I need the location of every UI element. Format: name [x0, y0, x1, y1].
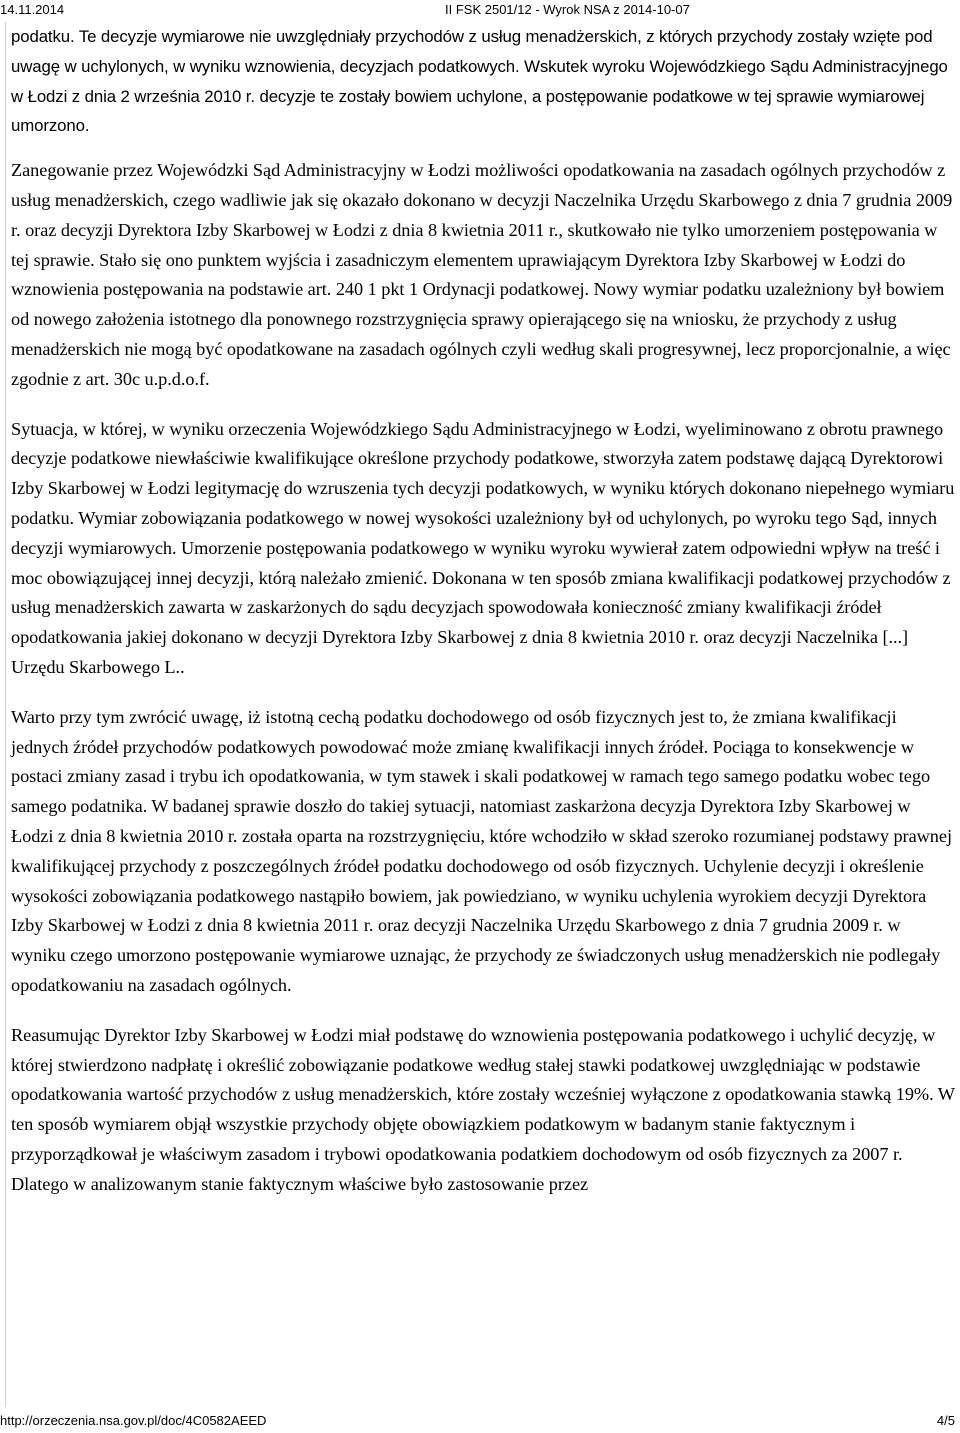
paragraph: Zanegowanie przez Wojewódzki Sąd Administracyjny w Łodzi możliwości opodatkowania na zasadach ogólnych przychodów z usług menadżerskich, czego wadliwie jak się okazało dokonano w decyzji Naczelnika Urzędu Skarbowego z dnia 7 grudnia 2009 r. oraz decyzji Dyrektora Izby Skarbowej w Łodzi z dnia 8 kwietnia 2011 r., skutkowało nie tylko umorzeniem postępowania w tej sprawie. Stało się ono punktem wyjścia i zasadniczym elementem uprawiającym Dyrektora Izby Skarbowej w Łodzi do wznowienia postępowania na podstawie art. 240 1 pkt 1 Ordynacji podatkowej. Nowy wymiar podatku uzależniony był bowiem od nowego założenia istotnego dla ponownego rozstrzygnięcia sprawy opierającego się na wniosku, że przychody z usług menadżerskich nie mogą być opodatkowane na zasadach ogólnych czyli według skali progresywnej, lecz proporcjonalnie, a więc zgodnie z art. 30c u.p.d.o.f.	[11, 160, 953, 389]
paragraph-continuation: podatku. Te decyzje wymiarowe nie uwzględniały przychodów z usług menadżerskich, z których przychody zostały wzięte pod uwagę w uchylonych, w wyniku wznowienia, decyzjach podatkowych. Wskutek wyroku Wojewódzkiego Sądu Administracyjnego w Łodzi z dnia 2 września 2010 r. decyzje te zostały bowiem uchylone, a postępowanie podatkowe w tej sprawie wymiarowej umorzono.	[11, 27, 948, 136]
print-date: 14.11.2014	[0, 2, 65, 17]
document-title: II FSK 2501/12 - Wyrok NSA z 2014-10-07	[445, 2, 690, 17]
print-header	[0, 2, 960, 20]
document-url: http://orzeczenia.nsa.gov.pl/doc/4C0582AEED	[0, 1413, 267, 1428]
judgment-text	[5, 22, 955, 1407]
paragraph: Reasumując Dyrektor Izby Skarbowej w Łodzi miał podstawę do wznowienia postępowania podatkowego i uchylić decyzję, w której stwierdzono nadpłatę i określić zobowiązanie podatkowe według stałej stawki podatkowej uwzględniając w podstawie opodatkowania wartość przychodów z usług menadżerskich, które zostały wcześniej wyłączone z opodatkowania stawką 19%. W ten sposób wymiarem objął wszystkie przychody objęte obowiązkiem podatkowym w badanym stanie faktycznym i przyporządkował je właściwym zasadom i trybowi opodatkowania podatkiem dochodowym od osób fizycznych za 2007 r. Dlatego w analizowanym stanie faktycznym właściwe było zastosowanie przez	[11, 1024, 955, 1194]
paragraph: Warto przy tym zwrócić uwagę, iż istotną cechą podatku dochodowego od osób fizycznych jest to, że zmiana kwalifikacji jednych źródeł przychodów podatkowych powodować może zmianę kwalifikacji innych źródeł. Pociąga to konsekwencje w postaci zmiany zasad i trybu ich opodatkowania, w tym stawek i skali podatkowej w ramach tego samego podatku wobec tego samego podatnika. W badanej sprawie doszło do takiej sytuacji, natomiast zaskarżona decyzja Dyrektora Izby Skarbowej w Łodzi z dnia 8 kwietnia 2010 r. została oparta na rozstrzygnięciu, które wchodziło w skład szeroko rozumianej podstawy prawnej kwalifikującej przychody z poszczególnych źródeł podatku dochodowego od osób fizycznych. Uchylenie decyzji i określenie wysokości zobowiązania podatkowego nastąpiło bowiem, jak powiedziano, w wyniku uchylenia wyrokiem decyzji Dyrektora Izby Skarbowej w Łodzi z dnia 8 kwietnia 2011 r. oraz decyzji Naczelnika Urzędu Skarbowego z dnia 7 grudnia 2009 r. w wyniku czego umorzono postępowanie wymiarowe uznając, że przychody ze świadczonych usług menadżerskich nie podlegały opodatkowaniu na zasadach ogólnych.	[11, 706, 952, 995]
page-number: 4/5	[936, 1413, 955, 1428]
print-footer	[0, 1413, 960, 1431]
paragraph: Sytuacja, w której, w wyniku orzeczenia Wojewódzkiego Sądu Administracyjnego w Łodzi, wyeliminowano z obrotu prawnego decyzje podatkowe niewłaściwie kwalifikujące określone przychody podatkowe, stworzyła zatem podstawę dającą Dyrektorowi Izby Skarbowej w Łodzi legitymację do wzruszenia tych decyzji podatkowych, w wyniku których dokonano niepełnego wymiaru podatku. Wymiar zobowiązania podatkowego w nowej wysokości uzależniony był od uchylonych, po wyroku tego Sąd, innych decyzji wymiarowych. Umorzenie postępowania podatkowego w wyniku wyroku wywierał zatem odpowiedni wpływ na treść i moc obowiązującej innej decyzji, którą należało zmienić. Dokonana w ten sposób zmiana kwalifikacji podatkowej przychodów z usług menadżerskich zawarta w zaskarżonych do sądu decyzjach spowodowała konieczność zmiany kwalifikacji źródeł opodatkowania jakiej dokonano w decyzji Dyrektora Izby Skarbowej z dnia 8 kwietnia 2010 r. oraz decyzji Naczelnika [...] Urzędu Skarbowego L..	[11, 418, 955, 677]
